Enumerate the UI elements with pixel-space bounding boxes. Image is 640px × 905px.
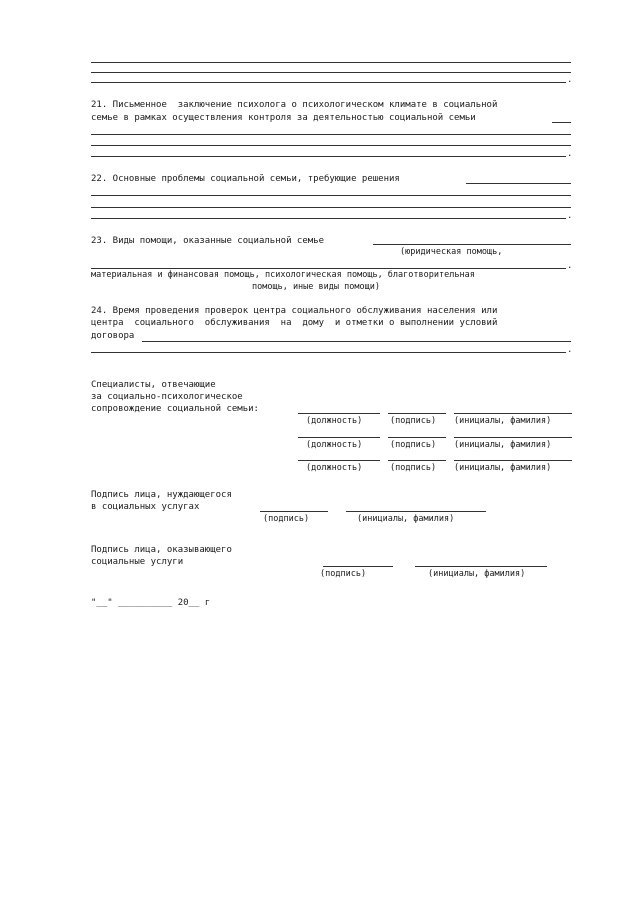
blank-line [91, 145, 571, 146]
position-caption: (должность) [306, 416, 363, 426]
recipient-label-1: Подпись лица, нуждающегося [91, 490, 232, 500]
signature-line [323, 566, 393, 567]
initials-caption: (инициалы, фамилия) [454, 416, 552, 426]
recipient-signature-caption: (подпись) [263, 514, 310, 524]
blank-line [91, 156, 566, 157]
initials-line [415, 566, 547, 567]
blank-line [91, 62, 571, 63]
specialists-label-3: сопровождение социальной семьи: [91, 404, 259, 414]
signature-line [388, 460, 446, 461]
date-line: "__" __________ 20__ г [91, 598, 211, 608]
provider-signature-caption: (подпись) [320, 569, 367, 579]
blank-line [91, 268, 566, 269]
initials-line [454, 413, 572, 414]
blank-line [142, 341, 571, 342]
period: . [567, 261, 573, 271]
blank-line [91, 82, 566, 83]
blank-line [373, 244, 571, 245]
period: . [567, 75, 573, 85]
signature-line [388, 437, 446, 438]
period: . [567, 211, 573, 221]
item-24-line-2: центра социального обслуживания на дому и отметки о выполнении условий [91, 318, 498, 328]
position-line [298, 437, 380, 438]
initials-caption: (инициалы, фамилия) [454, 440, 552, 450]
item-23-hint-3: помощь, иные виды помощи) [252, 282, 380, 292]
blank-line [91, 72, 571, 73]
item-21-line-1: 21. Письменное заключение психолога о психологическом климате в социальной [91, 100, 498, 110]
position-line [298, 460, 380, 461]
recipient-initials-caption: (инициалы, фамилия) [357, 514, 455, 524]
signature-line [388, 413, 446, 414]
provider-label-2: социальные услуги [91, 557, 184, 567]
blank-line [466, 183, 571, 184]
initials-caption: (инициалы, фамилия) [454, 463, 552, 473]
signature-caption: (подпись) [390, 463, 437, 473]
provider-label-1: Подпись лица, оказывающего [91, 545, 232, 555]
period: . [567, 345, 573, 355]
blank-line [91, 352, 566, 353]
specialists-label-2: за социально-психологическое [91, 392, 243, 402]
initials-line [346, 511, 486, 512]
item-24-line-1: 24. Время проведения проверок центра социального обслуживания населения или [91, 306, 498, 316]
item-23-hint-1: (юридическая помощь, [400, 247, 503, 257]
initials-line [454, 460, 572, 461]
blank-line [91, 207, 571, 208]
position-caption: (должность) [306, 440, 363, 450]
item-23-line-1: 23. Виды помощи, оказанные социальной семье [91, 236, 324, 246]
provider-initials-caption: (инициалы, фамилия) [428, 569, 526, 579]
item-22-line-1: 22. Основные проблемы социальной семьи, требующие решения [91, 174, 400, 184]
signature-line [260, 511, 328, 512]
period: . [567, 149, 573, 159]
blank-line [91, 134, 571, 135]
signature-caption: (подпись) [390, 416, 437, 426]
specialists-label-1: Специалисты, отвечающие [91, 380, 216, 390]
blank-line [91, 218, 566, 219]
blank-line [91, 195, 571, 196]
position-caption: (должность) [306, 463, 363, 473]
item-24-line-3: договора [91, 331, 135, 341]
item-21-line-2: семье в рамках осуществления контроля за деятельностью социальной семьи [91, 113, 476, 123]
signature-caption: (подпись) [390, 440, 437, 450]
item-23-hint-2: материальная и финансовая помощь, психологическая помощь, благотворительная [91, 270, 475, 280]
recipient-label-2: в социальных услугах [91, 502, 200, 512]
blank-line [552, 122, 571, 123]
initials-line [454, 437, 572, 438]
position-line [298, 413, 380, 414]
